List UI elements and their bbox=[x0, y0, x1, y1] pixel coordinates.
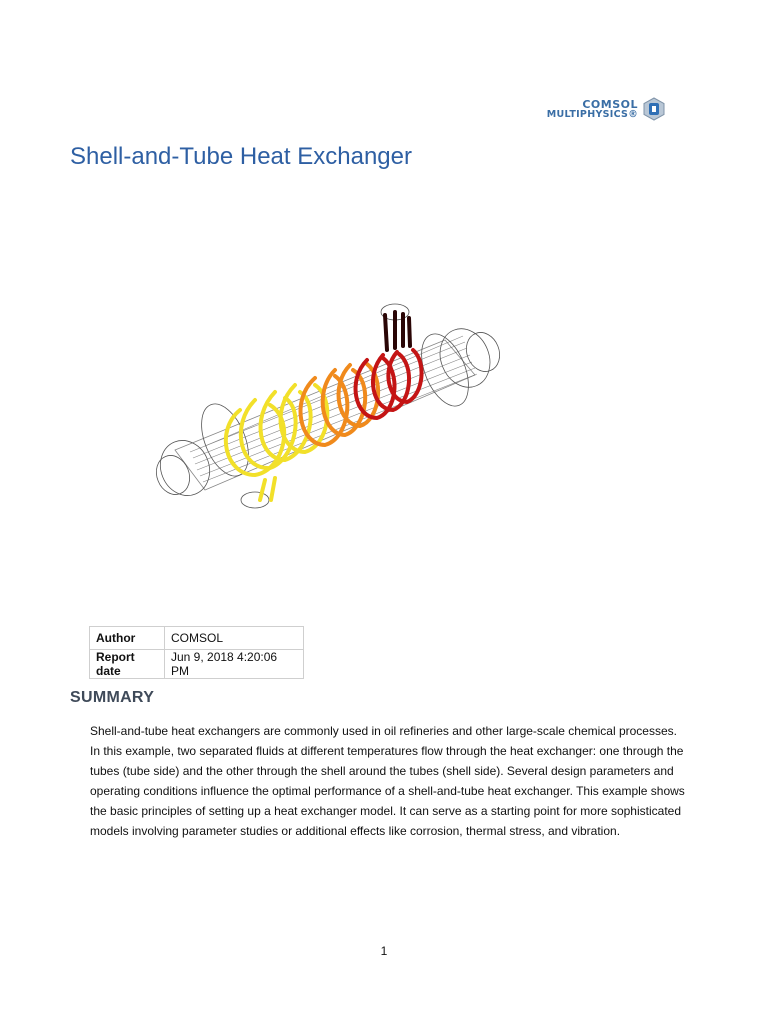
document-title: Shell-and-Tube Heat Exchanger bbox=[70, 143, 412, 170]
table-row bbox=[90, 650, 304, 679]
heat-exchanger-illustration bbox=[145, 300, 505, 525]
report-date-label: Report date bbox=[90, 650, 165, 679]
author-label: Author bbox=[90, 627, 165, 650]
table-row bbox=[90, 627, 304, 650]
page-number: 1 bbox=[380, 944, 388, 958]
comsol-logo bbox=[540, 95, 670, 125]
comsol-logo-icon bbox=[642, 97, 666, 121]
author-value: COMSOL bbox=[165, 627, 304, 650]
logo-line-2: MULTIPHYSICS® bbox=[546, 109, 638, 120]
summary-heading: SUMMARY bbox=[70, 689, 155, 706]
report-metadata-table bbox=[89, 626, 304, 679]
logo-line-1: COMSOL bbox=[582, 98, 638, 111]
report-date-value: Jun 9, 2018 4:20:06 PM bbox=[165, 650, 304, 679]
summary-paragraph: Shell-and-tube heat exchangers are commonly used in oil refineries and other large-scale chemical processes. In this example, two separated fluids at different temperatures flow through the heat exchanger: one through the tubes (tube side) and the other through the shell around the tubes (shell side). Several design parameters and operating conditions influence the optimal performance of a shell-and-tube heat exchanger. This example shows the basic principles of setting up a heat exchanger model. It can serve as a starting point for more sophisticated models involving parameter studies or additional effects like corrosion, thermal stress, and vibration. bbox=[90, 724, 685, 838]
